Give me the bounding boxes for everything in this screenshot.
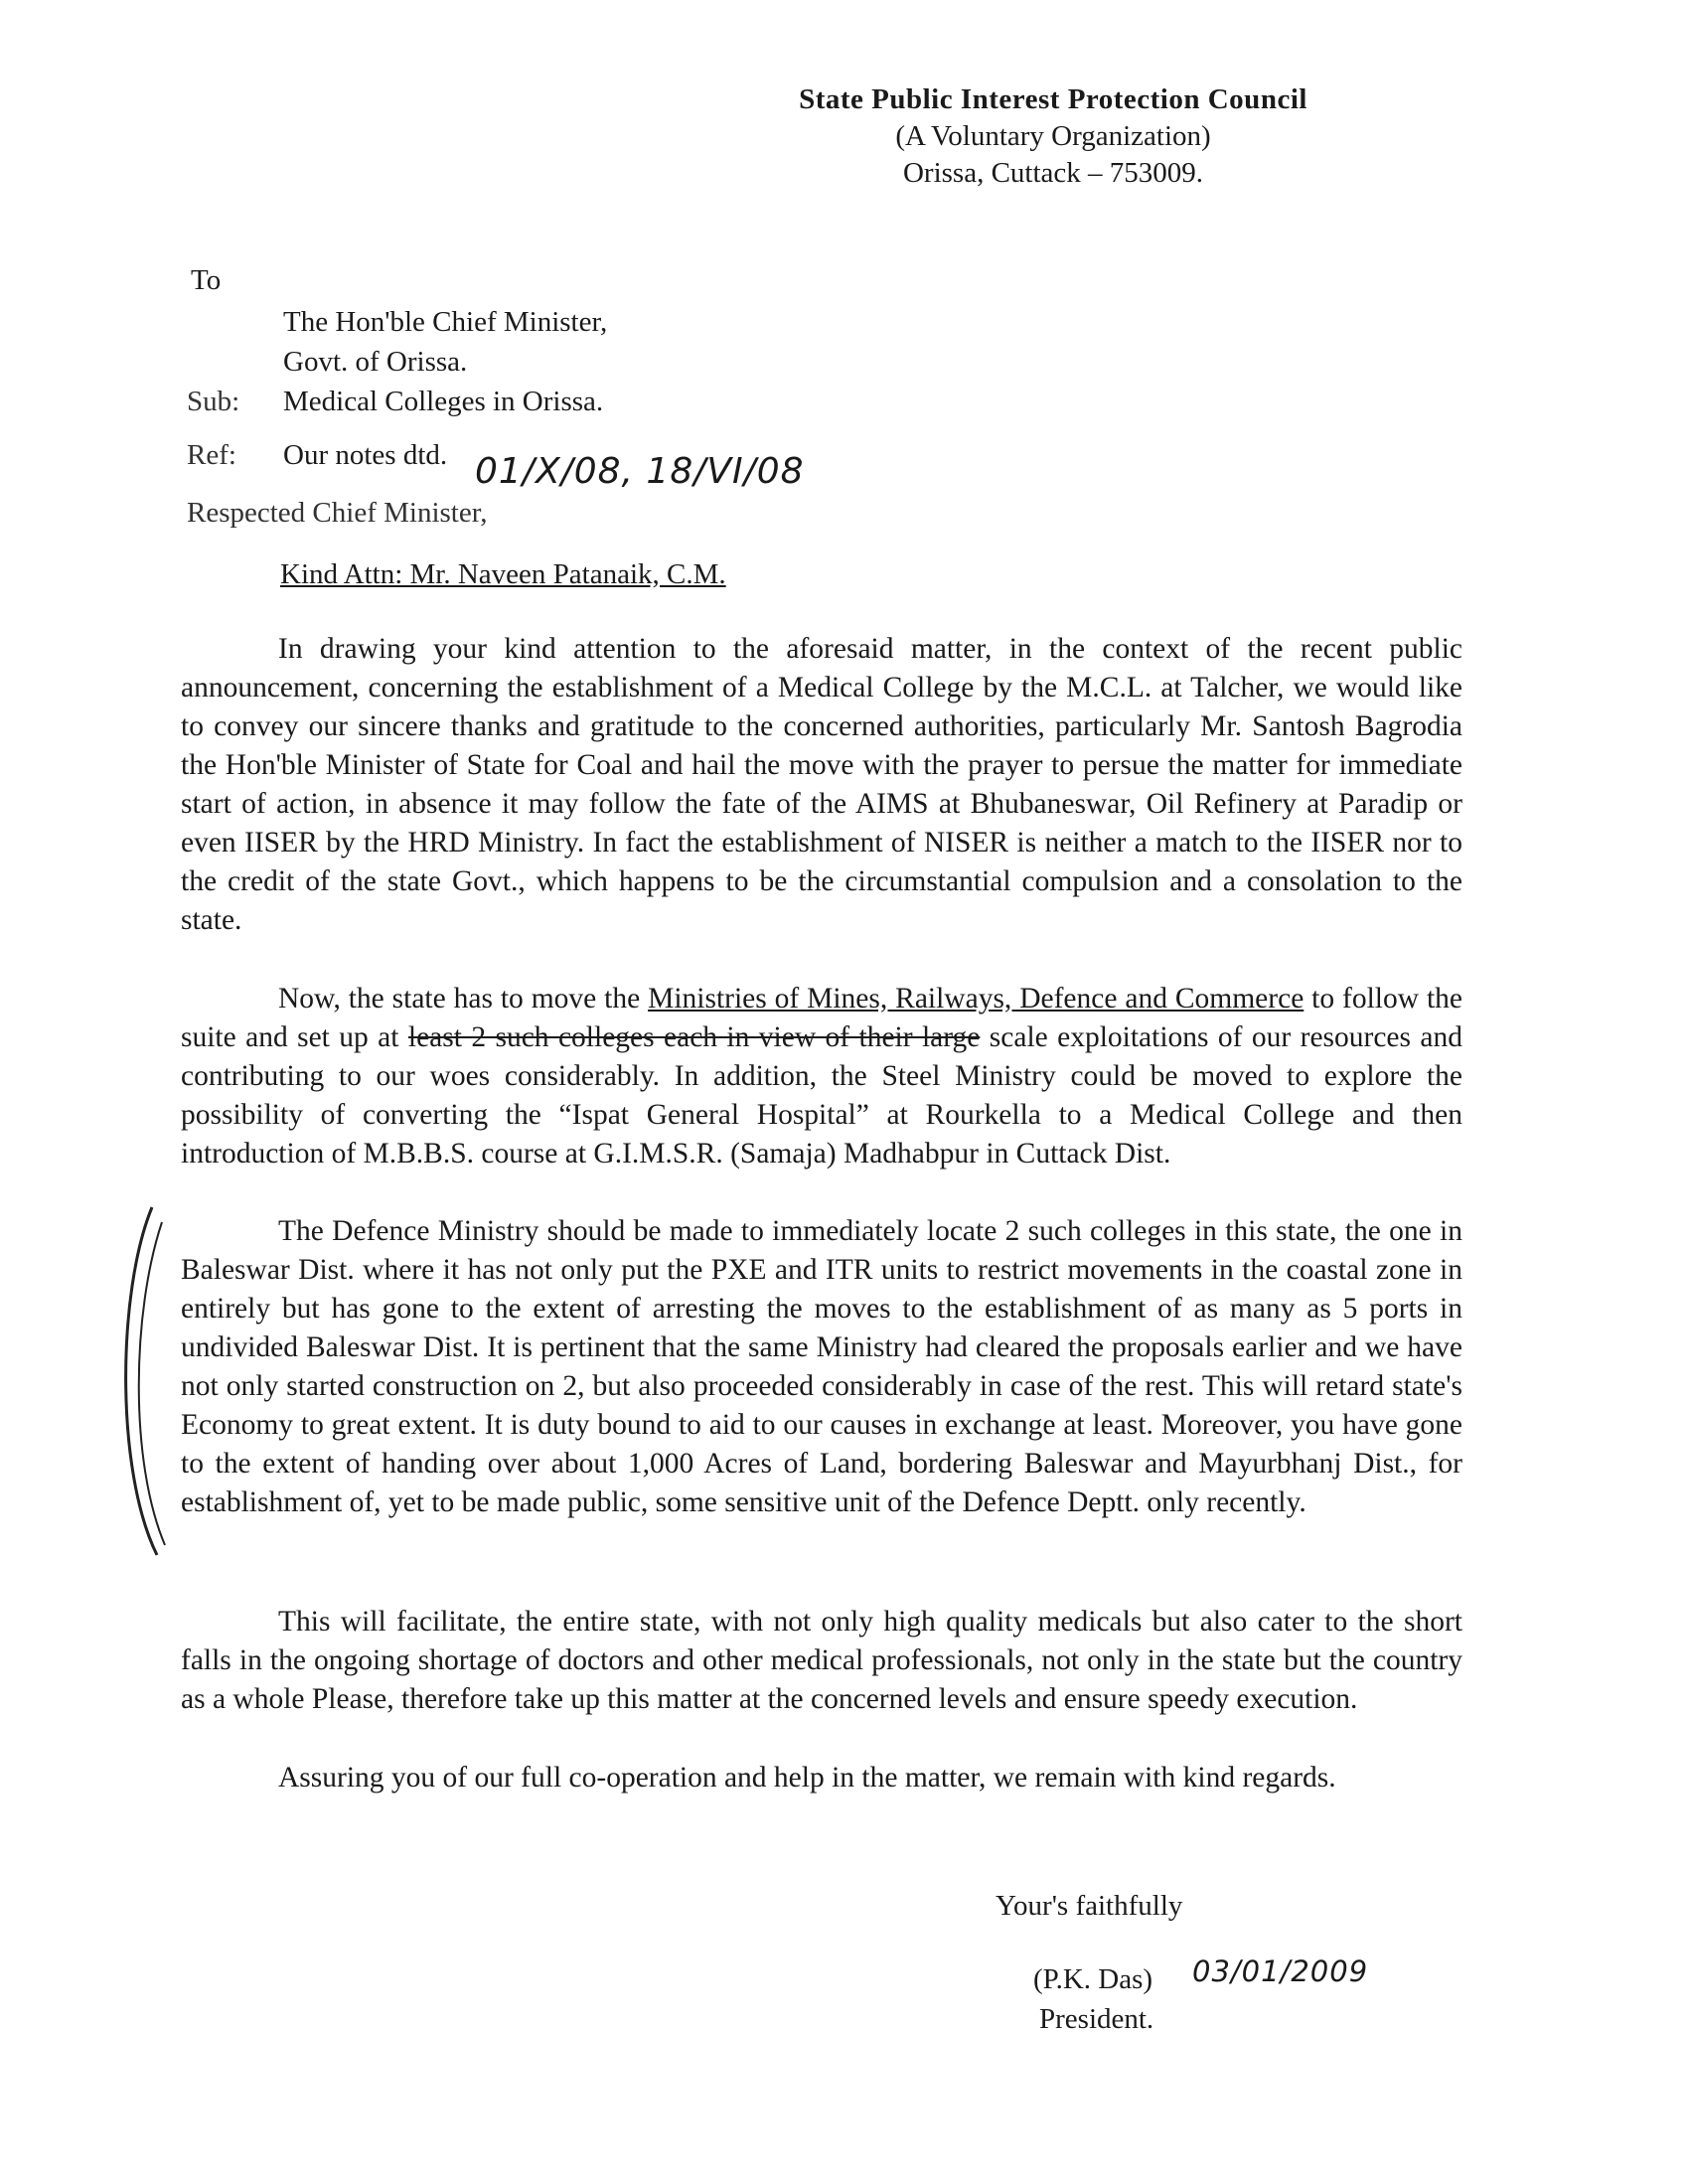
paragraph-3: The Defence Ministry should be made to immediately locate 2 such colleges in this state, the one in Baleswar Dist. where it has not only put the PXE and ITR units to restrict movements in the coastal zone in entirely but has gone to the extent of arresting the moves to the establishment of as many as 5 ports in undivided Baleswar Dist. It is pertinent that the same Ministry had cleared the proposals earlier and we have not only started construction on 2, but also proceeded considerably in case of the rest. This will retard state's Economy to great extent. It is duty bound to aid to our causes in exchange at least. Moreover, you have gone to the extent of handing over about 1,000 Acres of Land, bordering Baleswar and Mayurbhanj Dist., for establishment of, yet to be made public, some sensitive unit of the Defence Deptt. only recently. xyxy=(181,1215,1462,1518)
paragraph-2-part-a: Now, the state has to move the xyxy=(278,983,649,1014)
recipient-line-2: Govt. of Orissa. xyxy=(283,346,468,378)
paragraph-1: In drawing your kind attention to the aforesaid matter, in the context of the recent public announcement, concerning the establishment of a Medical College by the M.C.L. at Talcher, we would like to convey our sincere thanks and gratitude to the concerned authorities, particularly Mr. Santosh Bagrodia the Hon'ble Minister of State for Coal and hail the move with the prayer to persue the matter for immediate start of action, in absence it may follow the fate of the AIMS at Bhubaneswar, Oil Refinery at Paradip or even IISER by the HRD Ministry. In fact the establishment of NISER is neither a match to the IISER nor to the credit of the state Govt., which happens to be the circumstantial compulsion and a consolation to the state. xyxy=(181,633,1462,936)
org-type: (A Voluntary Organization) xyxy=(895,120,1211,152)
paragraph-2-part-c: scale exploitations of our resources and contributing to our woes considerably. In addition, the Steel Ministry could be moved to explore the possibility of converting the “Ispat General Hospital” at Rourkella to a Medical College and then introduction of M.B.B.S. course at G.I.M.S.R. (Samaja) Madhabpur in Cuttack Dist. xyxy=(181,1021,1462,1170)
to-label: To xyxy=(191,264,222,296)
ref-handwritten-dates: 01/X/08, 18/VI/08 xyxy=(475,451,805,492)
ref-text: Our notes dtd. xyxy=(283,439,448,471)
margin-bracket-mark xyxy=(107,1202,167,1560)
valediction: Your's faithfully xyxy=(996,1890,1183,1922)
paragraph-2-part-b: to follow the suite and set up at xyxy=(181,983,1462,1053)
paragraph-2-underlined: Ministries of Mines, Railways, Defence and Commerce xyxy=(648,983,1304,1014)
subject-text: Medical Colleges in Orissa. xyxy=(283,386,604,417)
paragraph-2 xyxy=(181,980,1462,1173)
ref-label: Ref: xyxy=(187,439,236,471)
org-name: State Public Interest Protection Council xyxy=(799,83,1307,115)
signatory-title: President. xyxy=(1039,2003,1154,2035)
signatory-name: (P.K. Das) xyxy=(1033,1963,1153,1995)
letterhead xyxy=(695,81,1411,192)
salutation: Respected Chief Minister, xyxy=(187,497,488,529)
recipient-line-1: The Hon'ble Chief Minister, xyxy=(283,306,608,338)
org-address: Orissa, Cuttack – 753009. xyxy=(902,157,1204,189)
paragraph-4: This will facilitate, the entire state, with not only high quality medicals but also cater to the short falls in the ongoing shortage of doctors and other medical professionals, not only in the state but the country as a whole Please, therefore take up this matter at the concerned levels and ensure speedy execution. xyxy=(181,1606,1462,1715)
signature-date-handwritten: 03/01/2009 xyxy=(1192,1954,1369,1988)
paragraph-5: Assuring you of our full co-operation and help in the matter, we remain with kind regards. xyxy=(278,1762,1336,1794)
attention-line: Kind Attn: Mr. Naveen Patanaik, C.M. xyxy=(280,558,726,590)
paragraph-2-struck: least 2 such colleges each in view of their large xyxy=(407,1021,981,1053)
subject-label: Sub: xyxy=(187,386,240,417)
